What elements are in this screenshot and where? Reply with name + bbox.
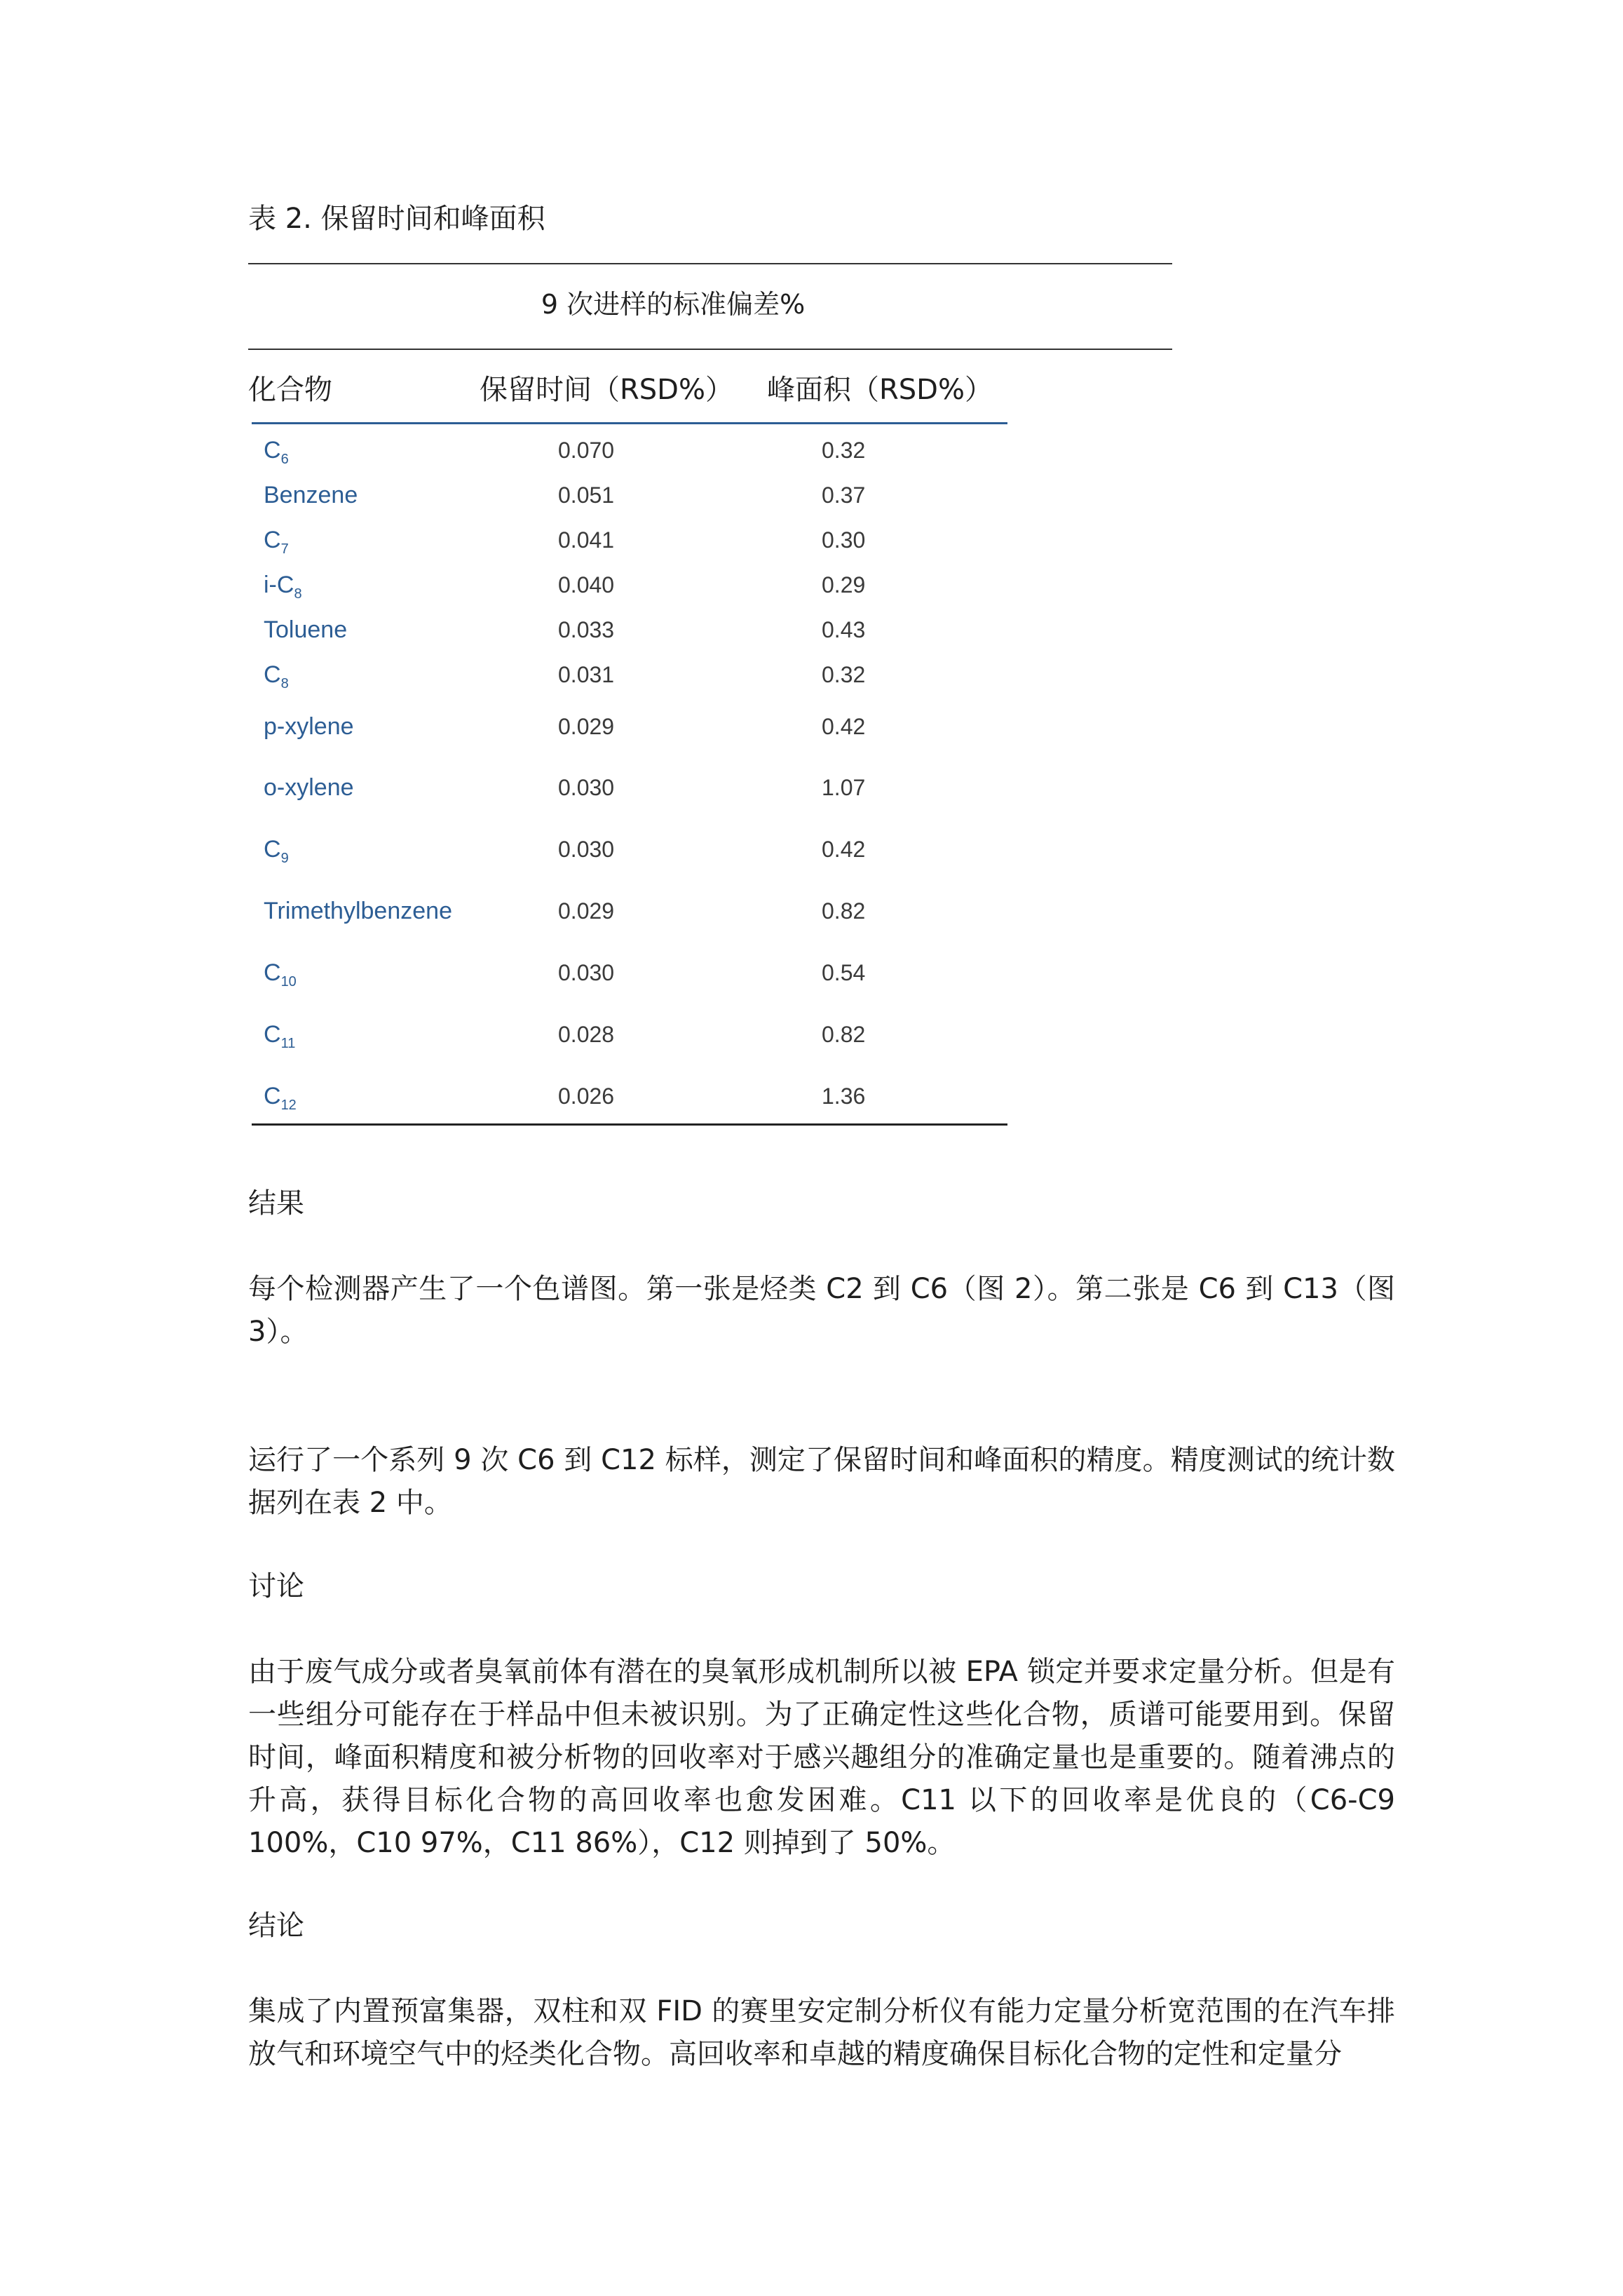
compound-base: o-xylene (264, 774, 354, 801)
compound-name (264, 1013, 295, 1065)
results-paragraph-1: 每个检测器产生了一个色谱图。第一张是烃类 C2 到 C6（图 2）。第二张是 C6 到 C13（图 3）。 (248, 1273, 1395, 1348)
compound-name (264, 890, 452, 932)
compound-name (264, 474, 358, 516)
retention-time-rsd: 0.030 (558, 837, 615, 862)
retention-time-rsd: 0.029 (558, 714, 615, 739)
compound-name (264, 519, 289, 570)
table-row (0, 474, 1623, 516)
table-row (0, 952, 1623, 994)
retention-time-rsd: 0.026 (558, 1083, 615, 1109)
table-row (0, 1075, 1623, 1117)
compound-name (264, 429, 289, 480)
retention-time-rsd: 0.040 (558, 572, 615, 597)
table-row (0, 519, 1623, 561)
column-header-retention-time: 保留时间（RSD%） (480, 374, 733, 406)
compound-base: C (264, 1083, 281, 1109)
compound-subscript: 8 (280, 676, 289, 691)
compound-name (264, 705, 354, 748)
subheader-rule (248, 349, 1172, 350)
results-heading: 结果 (248, 1187, 304, 1220)
peak-area-rsd: 0.32 (822, 662, 866, 687)
conclusion-paragraph: 集成了内置预富集器，双柱和双 FID 的赛里安定制分析仪有能力定量分析宽范围的在汽车排放气和环境空气中的烃类化合物。高回收率和卓越的精度确保目标化合物的定性和定量分 (248, 1995, 1395, 2070)
table-top-rule (248, 263, 1172, 264)
peak-area-rsd: 0.29 (822, 572, 866, 597)
compound-name (264, 1075, 297, 1126)
peak-area-rsd: 0.82 (822, 1022, 866, 1047)
retention-time-rsd: 0.051 (558, 482, 615, 508)
retention-time-rsd: 0.031 (558, 662, 615, 687)
table-row (0, 1013, 1623, 1055)
table-row (0, 828, 1623, 870)
retention-time-rsd: 0.028 (558, 1022, 615, 1047)
compound-base: i-C (264, 572, 294, 598)
table-row (0, 654, 1623, 696)
peak-area-rsd: 0.43 (822, 617, 866, 642)
compound-name (264, 564, 302, 615)
compound-base: C (264, 1021, 281, 1048)
table-caption: 表 2. 保留时间和峰面积 (248, 203, 545, 235)
table-row (0, 609, 1623, 651)
table-row (0, 767, 1623, 809)
peak-area-rsd: 0.32 (822, 438, 866, 463)
compound-name (264, 767, 354, 809)
table-row (0, 429, 1623, 471)
column-header-compound: 化合物 (248, 374, 332, 406)
compound-base: C (264, 437, 281, 464)
peak-area-rsd: 1.07 (822, 775, 866, 800)
table-row (0, 890, 1623, 932)
compound-base: C (264, 959, 281, 986)
retention-time-rsd: 0.030 (558, 775, 615, 800)
compound-base: Toluene (264, 616, 348, 643)
column-header-rule (252, 422, 1007, 424)
peak-area-rsd: 0.82 (822, 898, 866, 924)
compound-name (264, 654, 289, 705)
table-row (0, 564, 1623, 606)
table-subheader: 9 次进样的标准偏差% (541, 289, 806, 320)
compound-base: C (264, 527, 281, 553)
compound-subscript: 12 (280, 1098, 297, 1113)
peak-area-rsd: 0.42 (822, 714, 866, 739)
retention-time-rsd: 0.033 (558, 617, 615, 642)
compound-subscript: 9 (280, 851, 289, 866)
column-header-peak-area: 峰面积（RSD%） (767, 374, 993, 406)
table-row (0, 705, 1623, 748)
retention-time-rsd: 0.070 (558, 438, 615, 463)
compound-base: C (264, 836, 281, 863)
compound-base: Benzene (264, 482, 358, 508)
peak-area-rsd: 0.37 (822, 482, 866, 508)
peak-area-rsd: 0.42 (822, 837, 866, 862)
retention-time-rsd: 0.030 (558, 960, 615, 985)
compound-subscript: 11 (280, 1036, 296, 1051)
compound-name (264, 952, 297, 1003)
compound-subscript: 7 (280, 541, 289, 557)
compound-subscript: 8 (294, 586, 302, 602)
table-bottom-rule (252, 1123, 1007, 1126)
peak-area-rsd: 1.36 (822, 1083, 866, 1109)
retention-time-rsd: 0.029 (558, 898, 615, 924)
compound-name (264, 828, 289, 879)
compound-name (264, 609, 347, 651)
results-paragraph-2: 运行了一个系列 9 次 C6 到 C12 标样，测定了保留时间和峰面积的精度。精度测试的统计数据列在表 2 中。 (248, 1444, 1395, 1519)
discussion-heading: 讨论 (248, 1570, 304, 1602)
compound-base: C (264, 661, 281, 688)
compound-base: Trimethylbenzene (264, 898, 452, 924)
conclusion-heading: 结论 (248, 1910, 304, 1942)
compound-subscript: 10 (280, 974, 297, 990)
retention-time-rsd: 0.041 (558, 527, 615, 553)
compound-subscript: 6 (280, 452, 289, 467)
discussion-paragraph: 由于废气成分或者臭氧前体有潜在的臭氧形成机制所以被 EPA 锁定并要求定量分析。但是有一些组分可能存在于样品中但未被识别。为了正确定性这些化合物，质谱可能要用到。保留时间，峰面积精度和被分析物的回收率对于感兴趣组分的准确定量也是重要的。随着沸点的升高，获得目标化合物的高回收率也愈发困难。C11 以下的回收率是优良的（C6-C9 100%，C10 97%，C11 86%），C12 则掉到了 50%。 (248, 1656, 1395, 1859)
peak-area-rsd: 0.30 (822, 527, 866, 553)
peak-area-rsd: 0.54 (822, 960, 866, 985)
compound-base: p-xylene (264, 713, 354, 740)
